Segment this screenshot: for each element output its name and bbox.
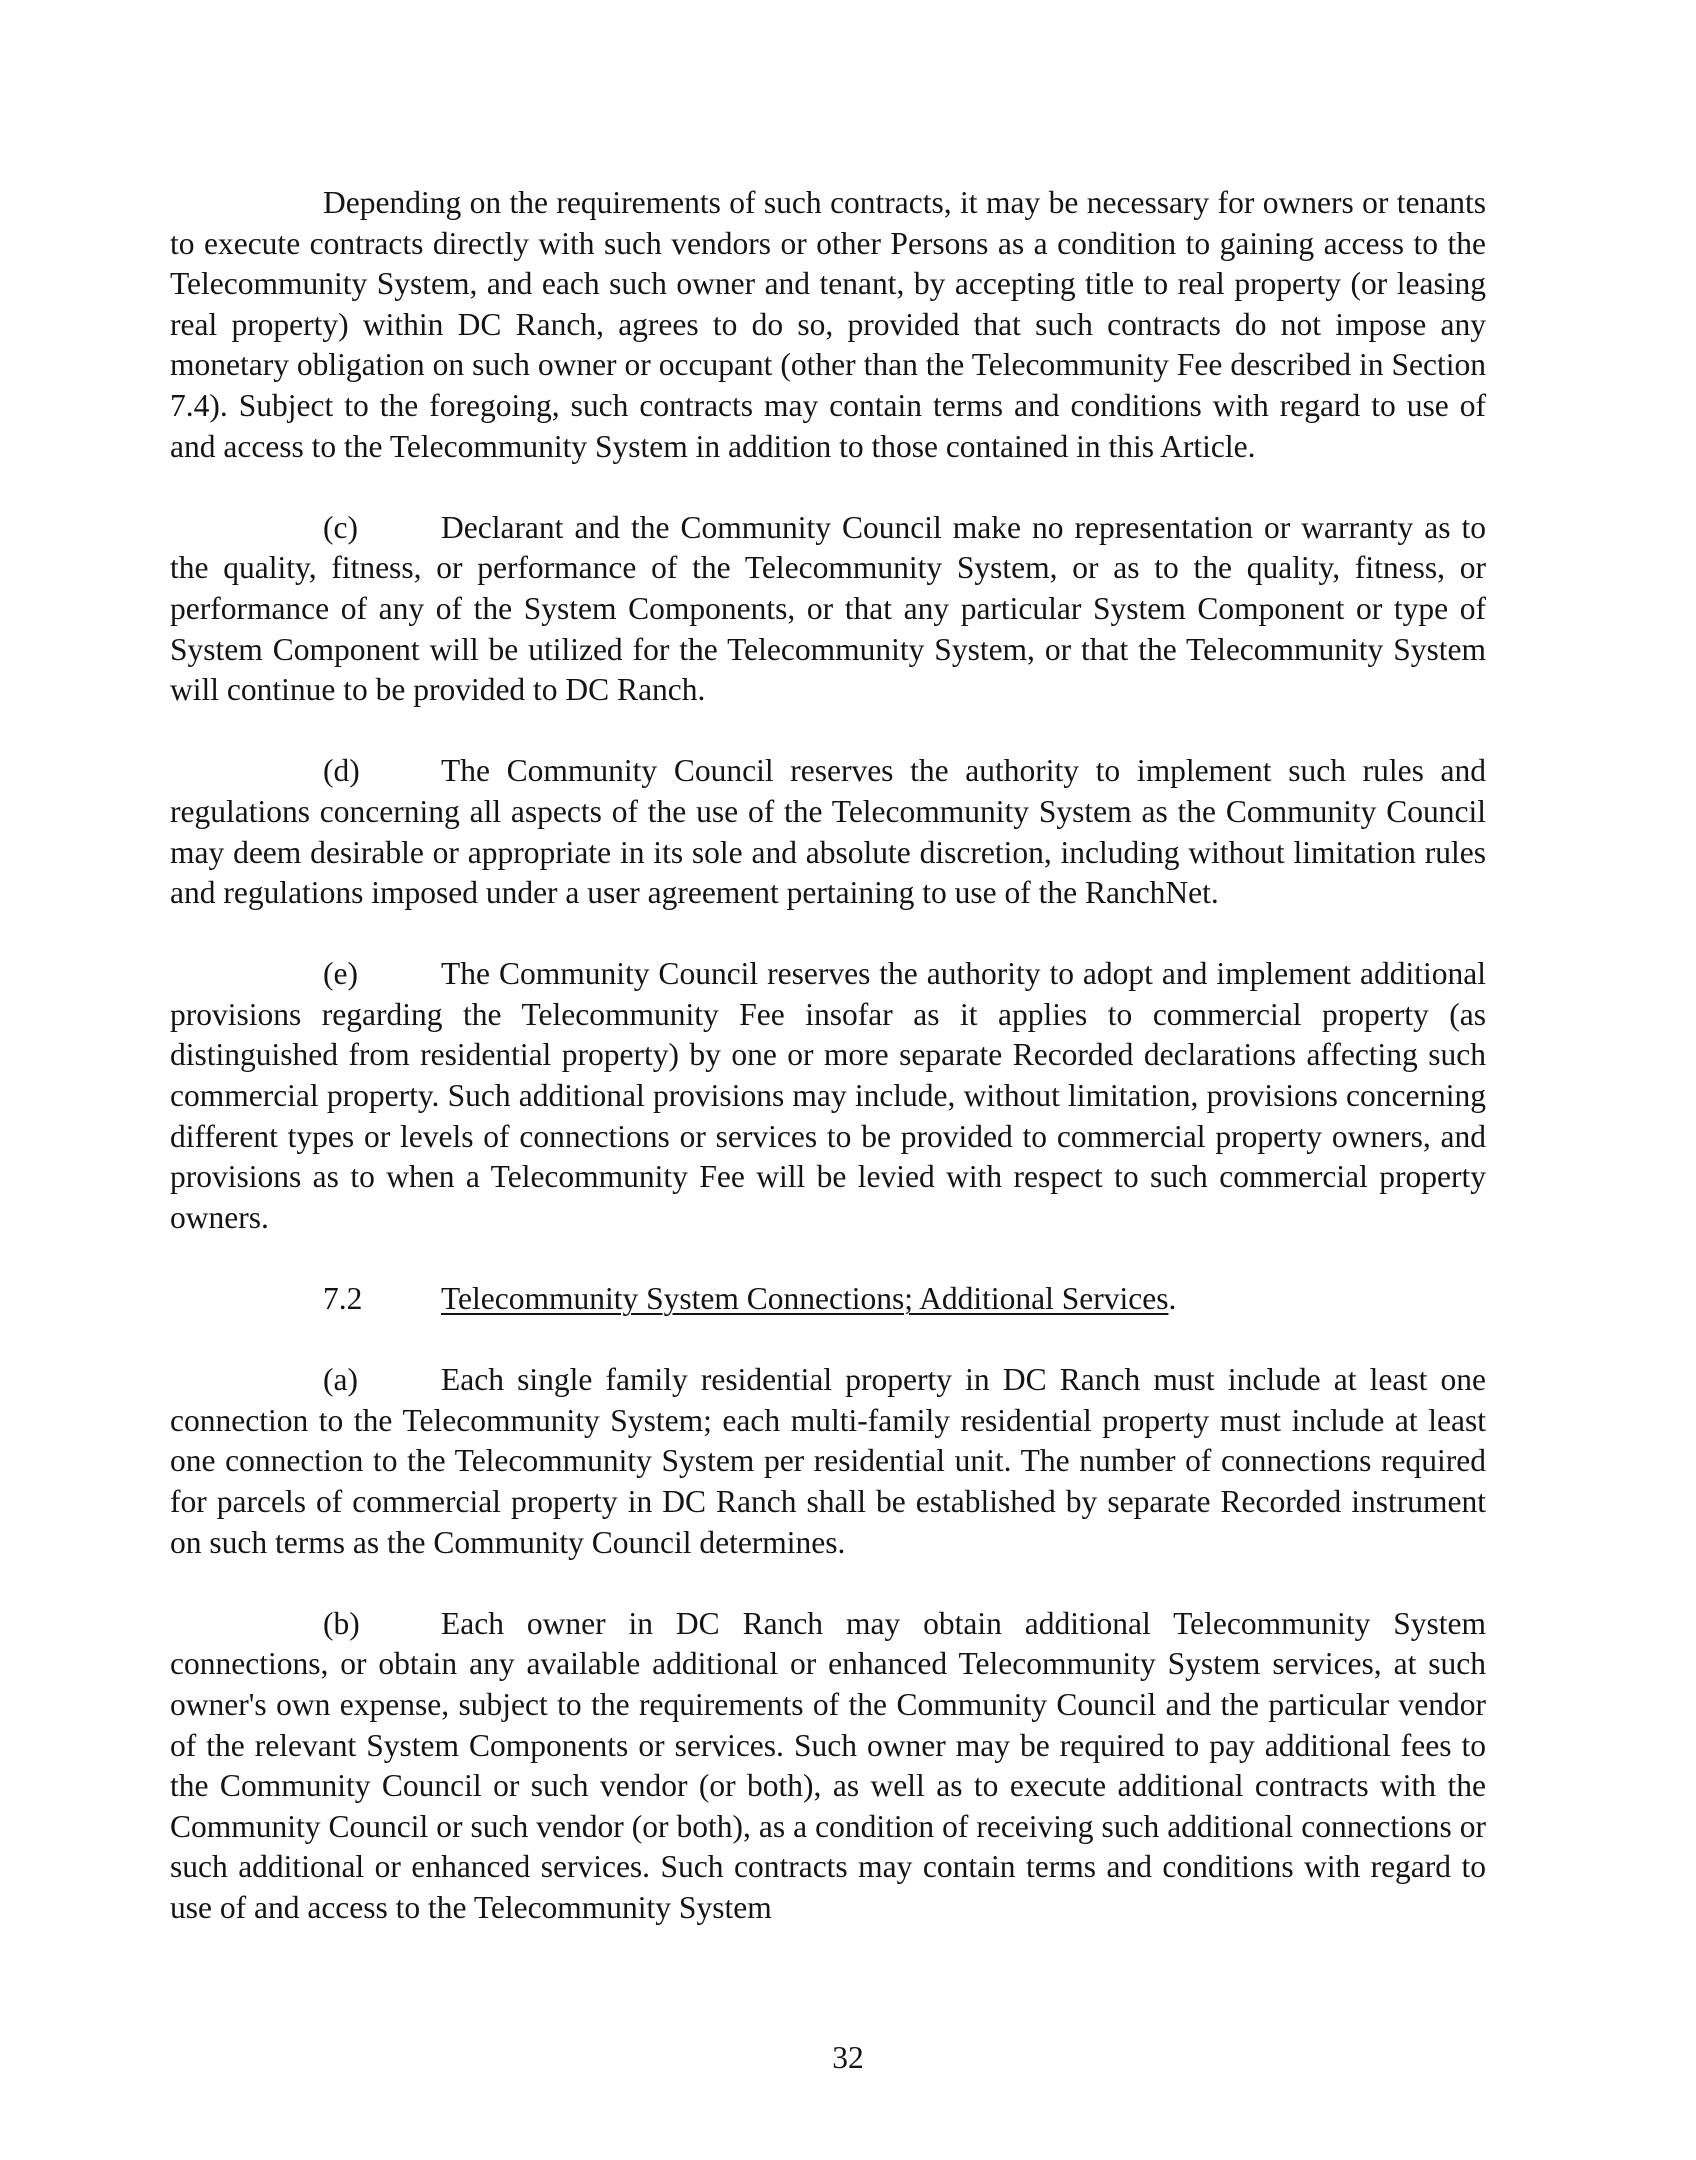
paragraph-c <box>170 508 1486 711</box>
paragraph-c-label: (c) <box>323 509 358 545</box>
paragraph-d-label: (d) <box>323 753 360 789</box>
paragraph-7-2-a-text: Each single family residential property in DC Ranch must include at least one connection to the Telecommunity System; each multi-family residential property must include at least one connection to the Telecommunity System per residential unit. The number of connections required for parcels of commercial property in DC Ranch shall be established by separate Recorded instrument on such terms as the Community Council determines. <box>170 1362 1486 1560</box>
paragraph-e <box>170 954 1486 1238</box>
paragraph-d <box>170 751 1486 913</box>
paragraph-7-2-b <box>170 1604 1486 1929</box>
paragraph-continuation-text: Depending on the requirements of such contracts, it may be necessary for owners or tenants to execute contracts directly with such vendors or other Persons as a condition to gaining access to the Telecommunity System, and each such owner and tenant, by accepting title to real property (or leasing real property) within DC Ranch, agrees to do so, provided that such contracts do not impose any monetary obligation on such owner or occupant (other than the Telecommunity Fee described in Section 7.4). Subject to the foregoing, such contracts may contain terms and conditions with regard to use of and access to the Telecommunity System in addition to those contained in this Article. <box>170 185 1486 464</box>
paragraph-7-2-b-text: Each owner in DC Ranch may obtain additional Telecommunity System connections, or obtain any available additional or enhanced Telecommunity System services, at such owner's own expense, subject to the requirements of the Community Council and the particular vendor of the relevant System Components or services. Such owner may be required to pay additional fees to the Community Council or such vendor (or both), as well as to execute additional contracts with the Community Council or such vendor (or both), as a condition of receiving such additional connections or such additional or enhanced services. Such contracts may contain terms and conditions with regard to use of and access to the Telecommunity System <box>170 1605 1486 1925</box>
paragraph-e-label: (e) <box>323 956 358 992</box>
page-number: 32 <box>832 2040 864 2075</box>
section-title-period: . <box>1168 1281 1177 1317</box>
paragraph-7-2-a-label: (a) <box>323 1362 358 1398</box>
paragraph-continuation <box>170 183 1486 467</box>
section-7-2-heading <box>170 1279 1486 1320</box>
document-body <box>170 183 1486 1969</box>
paragraph-d-text: The Community Council reserves the authority to implement such rules and regulations concerning all aspects of the use of the Telecommunity System as the Community Council may deem desirable or appropriate in its sole and absolute discretion, including without limitation rules and regulations imposed under a user agreement pertaining to use of the RanchNet. <box>170 753 1486 911</box>
paragraph-7-2-b-label: (b) <box>323 1605 360 1641</box>
paragraph-c-text: Declarant and the Community Council make no representation or warranty as to the quality, fitness, or performance of the Telecommunity System, or as to the quality, fitness, or performance of any of the System Components, or that any particular System Component or type of System Component will be utilized for the Telecommunity System, or that the Telecommunity System will continue to be provided to DC Ranch. <box>170 509 1486 708</box>
section-title: Telecommunity System Connections; Additional Services <box>441 1281 1169 1317</box>
paragraph-7-2-a <box>170 1360 1486 1563</box>
paragraph-e-text: The Community Council reserves the authority to adopt and implement additional provisions regarding the Telecommunity Fee insofar as it applies to commercial property (as distinguished from residential property) by one or more separate Recorded declarations affecting such commercial property. Such additional provisions may include, without limitation, provisions concerning different types or levels of connections or services to be provided to commercial property owners, and provisions as to when a Telecommunity Fee will be levied with respect to such commercial property owners. <box>170 956 1486 1235</box>
section-number: 7.2 <box>323 1281 363 1317</box>
